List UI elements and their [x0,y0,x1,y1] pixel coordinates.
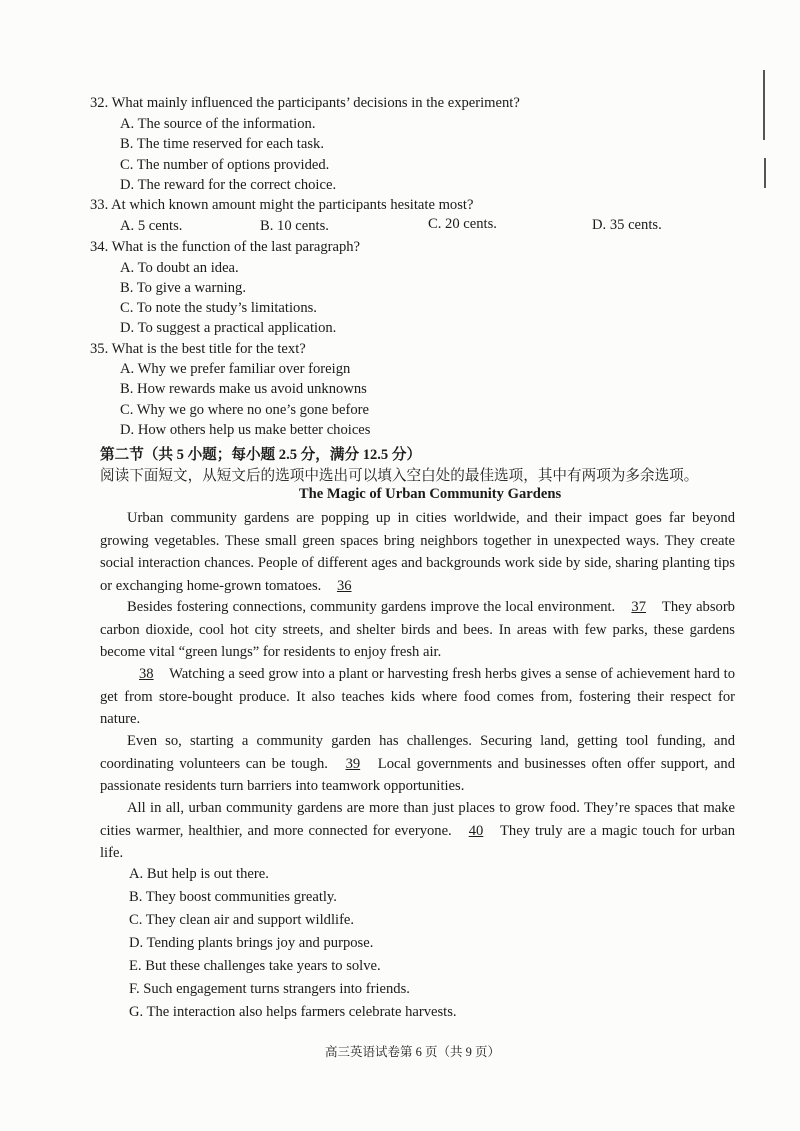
question-34-option-b: B. To give a warning. [120,280,246,296]
section-heading: 第二节（共 5 小题；每小题 2.5 分，满分 12.5 分） [100,447,422,463]
question-35-option-d: D. How others help us make better choices [120,422,371,438]
question-35-stem: 35. What is the best title for the text? [90,341,306,357]
choice-g: G. The interaction also helps farmers celebrate harvests. [129,1004,457,1020]
question-32-option-a: A. The source of the information. [120,116,316,132]
scan-edge-line [764,158,766,188]
choice-f: F. Such engagement turns strangers into friends. [129,981,410,997]
question-34-option-a: A. To doubt an idea. [120,260,239,276]
page-footer: 高三英语试卷第 6 页（共 9 页） [324,1045,500,1059]
question-34-option-c: C. To note the study’s limitations. [120,300,317,316]
passage-title: The Magic of Urban Community Gardens [298,486,562,502]
paragraph-5-text-a: All in all, urban community gardens are more than just places to grow food. They’re spaces that make cities warmer, healthier, and more connected for everyone. [100,800,735,839]
question-35-option-c: C. Why we go where no one’s gone before [120,402,369,418]
question-32-option-b: B. The time reserved for each task. [120,136,324,152]
question-33-option-b: B. 10 cents. [260,218,329,234]
paragraph-4-text-a: Even so, starting a community garden has challenges. Securing land, getting tool funding, and coordinating volunteers can be tough. [100,733,735,772]
question-33-stem: 33. At which known amount might the participants hesitate most? [90,197,474,213]
question-34-option-d: D. To suggest a practical application. [120,320,337,336]
paragraph-2-text-b: They absorb carbon dioxide, cool hot city streets, and shelter birds and bees. In areas with few parks, these gardens become vital “green lungs” for residents to enjoy fresh air. [100,599,735,660]
question-33-option-c: C. 20 cents. [428,216,497,232]
paragraph-4-text-b: Local governments and businesses often offer support, and passionate residents turn barriers into teamwork opportunities. [100,755,735,794]
blank-39: 39 [345,755,361,772]
blank-40: 40 [468,822,484,839]
choice-d: D. Tending plants brings joy and purpose. [129,935,374,951]
paragraph-5-text-b: They truly are a magic touch for urban life. [100,822,735,861]
choice-e: E. But these challenges take years to solve. [129,958,381,974]
paragraph-3-text: Watching a seed grow into a plant or harvesting fresh herbs gives a sense of achievement hard to get from store-bought produce. It also teaches kids where food comes from, fostering their respect for nature. [100,666,735,727]
passage-paragraph-5 [100,797,735,865]
question-33-option-a: A. 5 cents. [120,218,183,234]
passage-paragraph-4 [100,730,735,798]
choice-c: C. They clean air and support wildlife. [129,912,355,928]
paragraph-1-text: Urban community gardens are popping up in cities worldwide, and their impact goes far beyond growing vegetables. These small green spaces bring neighbors together in unexpected ways. They create social interaction chances. People of different ages and backgrounds work side by side, sharing planting tips or exchanging home-grown tomatoes. [100,510,735,594]
choice-b: B. They boost communities greatly. [129,889,337,905]
passage-paragraph-1 [100,507,735,597]
blank-36: 36 [336,577,352,594]
question-34-stem: 34. What is the function of the last paragraph? [90,239,361,255]
question-32-option-d: D. The reward for the correct choice. [120,177,337,193]
question-32-stem: 32. What mainly influenced the participants’ decisions in the experiment? [90,95,520,111]
choice-a: A. But help is out there. [129,866,269,882]
section-instruction: 阅读下面短文，从短文后的选项中选出可以填入空白处的最佳选项，其中有两项为多余选项。 [100,468,699,484]
passage-paragraph-3 [100,663,735,731]
paragraph-2-text-a: Besides fostering connections, community gardens improve the local environment. [127,599,616,615]
blank-37: 37 [631,599,646,615]
blank-38: 38 [139,666,154,682]
scan-edge-line [763,70,765,140]
question-33-option-d: D. 35 cents. [592,217,662,233]
passage-paragraph-2 [100,596,735,664]
question-35-option-b: B. How rewards make us avoid unknowns [120,381,367,397]
question-35-option-a: A. Why we prefer familiar over foreign [120,361,351,377]
question-32-option-c: C. The number of options provided. [120,157,330,173]
